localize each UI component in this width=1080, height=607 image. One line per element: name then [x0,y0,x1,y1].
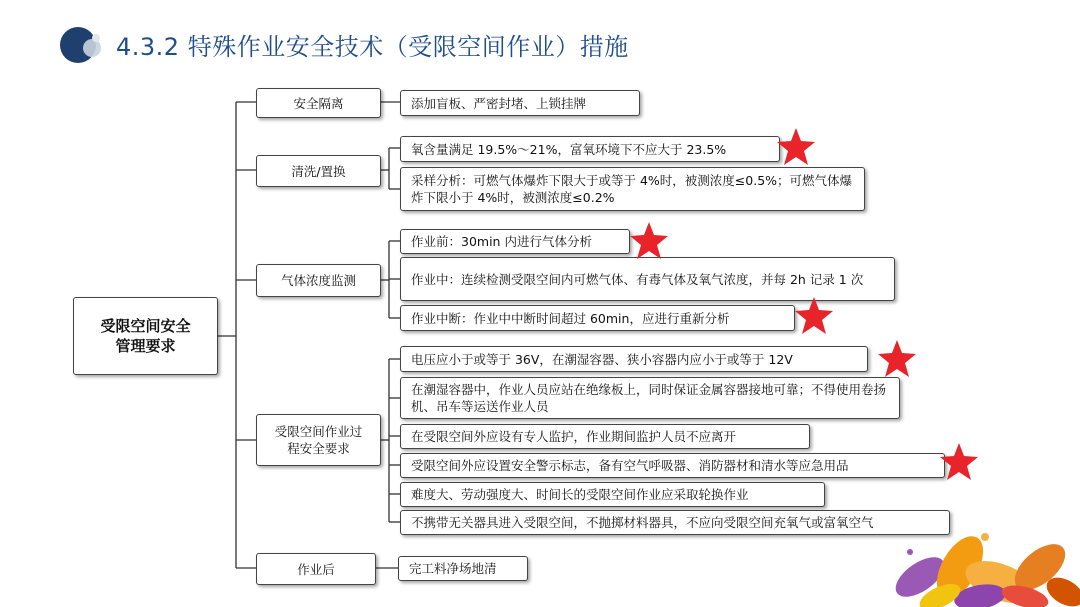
detail-text: 作业中：连续检测受限空间内可燃气体、有毒气体及氧气浓度，并每 2h 记录 1 次 [411,271,864,287]
detail-box [400,424,810,449]
detail-text: 作业中断：作业中中断时间超过 60min，应进行重新分析 [411,310,730,326]
root-label: 受限空间安全管理要求 [100,317,191,355]
detail-box [398,556,528,581]
category-cleaning-replacement [256,155,381,187]
category-label: 作业后 [297,561,335,577]
detail-box [400,305,795,331]
star-icon [775,126,817,168]
detail-text: 在受限空间外应设有专人监护，作业期间监护人员不应离开 [411,429,737,444]
category-label: 清洗/置换 [291,163,346,179]
detail-box [400,510,950,535]
detail-box [400,229,630,254]
page-title: 4.3.2 特殊作业安全技术（受限空间作业）措施 [116,33,629,61]
detail-box [400,453,945,478]
detail-text: 难度大、劳动强度大、时间长的受限空间作业应采取轮换作业 [411,487,749,502]
category-label: 受限空间作业过程安全要求 [274,424,363,456]
detail-box [400,167,865,211]
detail-text: 在潮湿容器中，作业人员应站在绝缘板上，同时保证金属容器接地可靠；不得使用卷扬机、吊车等运送作业人员 [411,382,887,414]
category-after-work [256,553,376,585]
detail-text: 不携带无关器具进入受限空间，不抛掷材料器具，不应向受限空间充氧气或富氧空气 [411,515,874,530]
detail-box [400,377,900,419]
category-gas-monitoring [256,264,381,297]
detail-text: 作业前：30min 内进行气体分析 [411,234,592,249]
category-process-safety [256,414,381,466]
detail-box [400,346,868,372]
detail-box [400,136,780,162]
autumn-leaves-decoration [880,497,1080,607]
category-label: 安全隔离 [293,95,344,111]
detail-text: 受限空间外应设置安全警示标志，备有空气呼吸器、消防器材和清水等应急用品 [411,458,849,473]
detail-text: 添加盲板、严密封堵、上锁挂牌 [411,95,587,111]
star-icon [793,295,835,337]
detail-text: 氧含量满足 19.5%～21%，富氧环境下不应大于 23.5% [411,141,727,157]
root-node [73,297,218,375]
detail-box [400,482,825,507]
star-icon [938,441,980,483]
detail-box [400,90,640,116]
category-label: 气体浓度监测 [280,273,356,288]
detail-text: 采样分析：可燃气体爆炸下限大于或等于 4%时，被测浓度≤0.5%；可燃气体爆炸下限小于 4%时，被测浓度≤0.2% [411,173,853,205]
detail-text: 电压应小于或等于 36V，在潮湿容器、狭小容器内应小于或等于 12V [411,351,793,367]
star-icon [628,220,670,262]
star-icon [876,338,918,380]
detail-text: 完工料净场地清 [409,561,497,576]
category-safety-isolation [256,88,381,118]
